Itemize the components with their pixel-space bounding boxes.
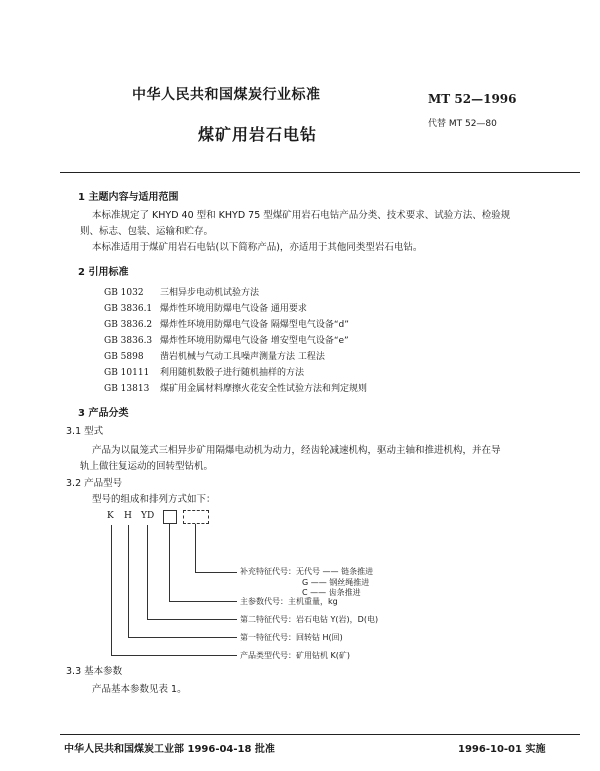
reference-item [104, 333, 349, 346]
section-1-paragraph-2: 本标准适用于煤矿用岩石电钻(以下简称产品)，亦适用于其他同类型岩石电钻。 [92, 242, 423, 253]
diagram-letter-k: K [107, 511, 114, 521]
reference-title: 爆炸性环境用防爆电气设备 通用要求 [160, 304, 307, 314]
leader-hline-main [169, 601, 237, 602]
section-3-3-text: 产品基本参数见表 1。 [92, 684, 187, 695]
standard-code: MT 52—1996 [428, 92, 517, 106]
section-3-3-heading: 3.3 基本参数 [66, 666, 123, 677]
effective-date: 1996-10-01 实施 [458, 744, 546, 755]
section-3-1-line-1: 产品为以鼠笼式三相异步矿用隔爆电动机为动力，经齿轮减速机构，驱动主轴和推进机构，并在导 [92, 445, 501, 456]
reference-title: 爆炸性环境用防爆电气设备 增安型电气设备“e” [160, 336, 349, 346]
reference-code: GB 10111 [104, 368, 150, 378]
reference-item [104, 381, 367, 394]
reference-item [104, 349, 325, 362]
reference-code: GB 3836.2 [104, 320, 153, 330]
section-3-heading: 3 产品分类 [78, 408, 129, 419]
reference-item [104, 365, 304, 378]
section-3-1-line-2: 轨上做往复运动的回转型钻机。 [80, 461, 214, 472]
leader-line-yd [147, 525, 148, 619]
leader-hline-first [128, 637, 237, 638]
section-1-paragraph-1-line-2: 则、标志、包装、运输和贮存。 [80, 226, 214, 237]
reference-code: GB 3836.3 [104, 336, 153, 346]
diagram-label-aux: 补充特征代号：无代号 —— 链条推进 [240, 567, 374, 576]
supplementary-code-box [183, 510, 209, 524]
section-2-heading: 2 引用标准 [78, 267, 129, 278]
reference-item [104, 285, 259, 298]
reference-item [104, 317, 349, 330]
diagram-label-aux-c: C —— 齿条推进 [302, 588, 361, 597]
reference-code: GB 13813 [104, 384, 150, 394]
leader-line-main [169, 524, 170, 601]
reference-title: 三相异步电动机试验方法 [160, 288, 260, 298]
section-3-2-intro: 型号的组成和排列方式如下： [92, 494, 216, 505]
reference-title: 煤矿用金属材料摩擦火花安全性试验方法和判定规则 [160, 384, 368, 394]
reference-code: GB 3836.1 [104, 304, 153, 314]
issuer-title: 中华人民共和国煤炭行业标准 [132, 87, 321, 103]
diagram-label-second: 第二特征代号：岩石电钻 Y(岩)，D(电) [240, 615, 379, 624]
leader-hline-second [147, 619, 237, 620]
leader-line-aux [195, 524, 196, 572]
leader-line-h [128, 525, 129, 637]
replaces-standard: 代替 MT 52—80 [428, 119, 497, 129]
diagram-label-main: 主参数代号：主机重量，kg [240, 597, 338, 606]
approval-info: 中华人民共和国煤炭工业部 1996-04-18 批准 [64, 744, 275, 755]
diagram-label-aux-g: G —— 钢丝绳推进 [302, 578, 370, 587]
reference-code: GB 5898 [104, 352, 144, 362]
section-1-heading: 1 主题内容与适用范围 [78, 192, 179, 203]
section-3-1-heading: 3.1 型式 [66, 426, 104, 437]
reference-code: GB 1032 [104, 288, 144, 298]
diagram-label-type: 产品类型代号：矿用钻机 K(矿) [240, 651, 351, 660]
reference-title: 利用随机数骰子进行随机抽样的方法 [160, 368, 305, 378]
diagram-letters-yd: YD [141, 511, 155, 521]
main-parameter-box [163, 510, 177, 524]
header-divider [60, 172, 580, 173]
reference-title: 爆炸性环境用防爆电气设备 隔爆型电气设备“d” [160, 320, 349, 330]
diagram-letter-h: H [124, 511, 132, 521]
section-3-2-heading: 3.2 产品型号 [66, 478, 123, 489]
document-title: 煤矿用岩石电钻 [198, 125, 318, 144]
leader-hline-type [111, 655, 237, 656]
diagram-label-first: 第一特征代号：回转钻 H(回) [240, 633, 343, 642]
footer-divider [60, 734, 580, 735]
reference-item [104, 301, 307, 314]
reference-title: 凿岩机械与气动工具噪声测量方法 工程法 [160, 352, 325, 362]
section-1-paragraph-1-line-1: 本标准规定了 KHYD 40 型和 KHYD 75 型煤矿用岩石电钻产品分类、技术要求、试验方法、检验规 [92, 210, 511, 221]
leader-line-k [111, 525, 112, 655]
leader-hline-aux [195, 572, 237, 573]
